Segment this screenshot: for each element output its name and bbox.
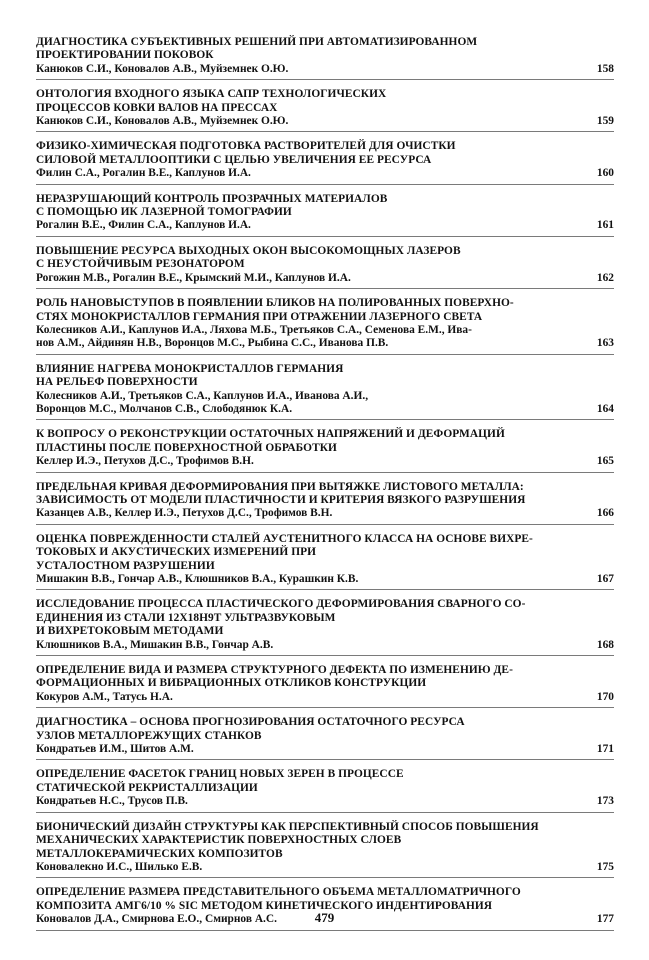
- entry-authors-line: нов А.М., Айдинян Н.В., Воронцов М.С., Рыбина С.С., Иванова П.В.: [36, 337, 389, 350]
- entry-title-line: МЕХАНИЧЕСКИХ ХАРАКТЕРИСТИК ПОВЕРХНОСТНЫХ СЛОЕВ: [36, 834, 402, 847]
- entry-title: [36, 664, 578, 691]
- entry-title-line: ОНТОЛОГИЯ ВХОДНОГО ЯЗЫКА САПР ТЕХНОЛОГИЧЕСКИХ: [36, 88, 387, 101]
- entry-authors-line: Рогалин В.Е., Филин С.А., Каплунов И.А.: [36, 219, 251, 232]
- entry-authors-line: Клюшников В.А., Мишакин В.В., Гончар А.В.: [36, 638, 274, 651]
- entry-authors-line: Колесников А.И., Третьяков С.А., Каплунов И.А., Иванова А.И.,: [36, 389, 369, 402]
- entry-title: [36, 245, 578, 272]
- entry-title-line: ВЛИЯНИЕ НАГРЕВА МОНОКРИСТАЛЛОВ ГЕРМАНИЯ: [36, 362, 344, 375]
- entry-title-line: СТЯХ МОНОКРИСТАЛЛОВ ГЕРМАНИЯ ПРИ ОТРАЖЕНИИ ЛАЗЕРНОГО СВЕТА: [36, 310, 483, 323]
- entry-authors-line: Канюков С.И., Коновалов А.В., Муйземнек О.Ю.: [36, 62, 289, 75]
- entry-authors-line: Казанцев А.В., Келлер И.Э., Петухов Д.С., Трофимов В.Н.: [36, 507, 333, 520]
- entry-title-line: ПРОЦЕССОВ КОВКИ ВАЛОВ НА ПРЕССАХ: [36, 101, 278, 114]
- entry-authors-line: Коновалекно И.С., Шилько Е.В.: [36, 860, 203, 873]
- entry-page-number: 173: [596, 795, 614, 808]
- entry-page-number: 164: [596, 402, 614, 415]
- entry-authors: [36, 63, 578, 76]
- entry-title-line: ОПРЕДЕЛЕНИЕ РАЗМЕРА ПРЕДСТАВИТЕЛЬНОГО ОБЪЕМА МЕТАЛЛОМАТРИЧНОГО: [36, 886, 521, 899]
- entry-page-number: 161: [596, 219, 614, 232]
- entry-page-number: 177: [596, 913, 614, 926]
- entry-authors-line: Келлер И.Э., Петухов Д.С., Трофимов В.Н.: [36, 455, 254, 468]
- entry-title-line: ЗАВИСИМОСТЬ ОТ МОДЕЛИ ПЛАСТИЧНОСТИ И КРИТЕРИЯ ВЯЗКОГО РАЗРУШЕНИЯ: [36, 493, 526, 506]
- entry-page-number: 162: [596, 271, 614, 284]
- entry-authors: [36, 324, 578, 351]
- entry-title-line: ПОВЫШЕНИЕ РЕСУРСА ВЫХОДНЫХ ОКОН ВЫСОКОМОЩНЫХ ЛАЗЕРОВ: [36, 244, 461, 257]
- entry-authors-line: Коновалов Д.А., Смирнова Е.О., Смирнов А.С.: [36, 913, 277, 926]
- table-of-contents: [36, 36, 614, 939]
- entry-title: [36, 193, 578, 220]
- entry-authors: [36, 639, 578, 652]
- entry-title-line: ФОРМАЦИОННЫХ И ВИБРАЦИОННЫХ ОТКЛИКОВ КОНСТРУКЦИИ: [36, 677, 427, 690]
- entry-title-line: С НЕУСТОЙЧИВЫМ РЕЗОНАТОРОМ: [36, 258, 245, 271]
- page-number: 479: [314, 910, 335, 925]
- entry-page-number: 175: [596, 860, 614, 873]
- entry-authors-line: Рогожин М.В., Рогалин В.Е., Крымский М.И., Каплунов И.А.: [36, 271, 351, 284]
- entry-authors-line: Мишакин В.В., Гончар А.В., Клюшников В.А., Курашкин К.В.: [36, 573, 359, 585]
- entry-authors: [36, 795, 578, 808]
- toc-entry: [36, 88, 614, 132]
- entry-title-line: ПРЕДЕЛЬНАЯ КРИВАЯ ДЕФОРМИРОВАНИЯ ПРИ ВЫТЯЖКЕ ЛИСТОВОГО МЕТАЛЛА:: [36, 480, 524, 493]
- entry-title-line: И ВИХРЕТОКОВЫМ МЕТОДАМИ: [36, 625, 224, 638]
- entry-title-line: К ВОПРОСУ О РЕКОНСТРУКЦИИ ОСТАТОЧНЫХ НАПРЯЖЕНИЙ И ДЕФОРМАЦИЙ: [36, 428, 505, 441]
- entry-title-line: БИОНИЧЕСКИЙ ДИЗАЙН СТРУКТУРЫ КАК ПЕРСПЕКТИВНЫЙ СПОСОБ ПОВЫШЕНИЯ: [36, 820, 539, 833]
- entry-authors-line: Кондратьев И.М., Шитов А.М.: [36, 743, 194, 756]
- entry-title-line: КОМПОЗИТА АМГ6/10 % SIC МЕТОДОМ КИНЕТИЧЕСКОГО ИНДЕНТИРОВАНИЯ: [36, 899, 493, 912]
- entry-title: [36, 598, 578, 638]
- entry-authors-line: Кокуров А.М., Татусь Н.А.: [36, 690, 173, 703]
- entry-authors: [36, 219, 578, 232]
- entry-title: [36, 768, 578, 795]
- entry-title-line: СТАТИЧЕСКОЙ РЕКРИСТАЛЛИЗАЦИИ: [36, 781, 258, 794]
- toc-entry: [36, 481, 614, 525]
- toc-entry: [36, 768, 614, 812]
- toc-entry: [36, 821, 614, 879]
- entry-page-number: 165: [596, 455, 614, 468]
- entry-authors: [36, 573, 578, 586]
- entry-authors: [36, 691, 578, 704]
- entry-title-line: УЗЛОВ МЕТАЛЛОРЕЖУЩИХ СТАНКОВ: [36, 729, 262, 742]
- entry-title-line: ОЦЕНКА ПОВРЕЖДЕННОСТИ СТАЛЕЙ АУСТЕНИТНОГО КЛАССА НА ОСНОВЕ ВИХРЕ-: [36, 532, 533, 545]
- entry-page-number: 167: [596, 573, 614, 585]
- entry-authors: [36, 390, 578, 417]
- toc-entry: [36, 297, 614, 355]
- entry-title-line: ЕДИНЕНИЯ ИЗ СТАЛИ 12Х18Н9Т УЛЬТРАЗВУКОВЫМ: [36, 611, 336, 624]
- entry-title-line: ОПРЕДЕЛЕНИЕ ВИДА И РАЗМЕРА СТРУКТУРНОГО ДЕФЕКТА ПО ИЗМЕНЕНИЮ ДЕ-: [36, 664, 513, 677]
- toc-entry: [36, 245, 614, 289]
- entry-title-line: РОЛЬ НАНОВЫСТУПОВ В ПОЯВЛЕНИИ БЛИКОВ НА ПОЛИРОВАННЫХ ПОВЕРХНО-: [36, 297, 514, 310]
- toc-entry: [36, 363, 614, 421]
- entry-authors-line: Колесников А.И., Каплунов И.А., Ляхова М.Б., Третьяков С.А., Семенова Е.М., Ива-: [36, 323, 472, 336]
- entry-title: [36, 481, 578, 508]
- entry-authors: [36, 507, 578, 520]
- entry-title: [36, 88, 578, 115]
- entry-title: [36, 821, 578, 861]
- entry-page-number: 159: [596, 115, 614, 128]
- entry-authors-line: Воронцов М.С., Молчанов С.В., Слободянюк К.А.: [36, 402, 293, 415]
- entry-title-line: НЕРАЗРУШАЮЩИЙ КОНТРОЛЬ ПРОЗРАЧНЫХ МАТЕРИАЛОВ: [36, 192, 388, 205]
- entry-title: [36, 140, 578, 167]
- entry-title: [36, 533, 578, 573]
- entry-authors: [36, 861, 578, 874]
- entry-authors: [36, 455, 578, 468]
- entry-authors-line: Кондратьев Н.С., Трусов П.В.: [36, 795, 188, 808]
- entry-title-line: ФИЗИКО-ХИМИЧЕСКАЯ ПОДГОТОВКА РАСТВОРИТЕЛЕЙ ДЛЯ ОЧИСТКИ: [36, 140, 456, 153]
- toc-entry: [36, 193, 614, 237]
- entry-title-line: ПЛАСТИНЫ ПОСЛЕ ПОВЕРХНОСТНОЙ ОБРАБОТКИ: [36, 441, 337, 454]
- entry-title: [36, 297, 578, 324]
- entry-page-number: 163: [596, 337, 614, 350]
- entry-title-line: НА РЕЛЬЕФ ПОВЕРХНОСТИ: [36, 376, 198, 389]
- entry-authors: [36, 743, 578, 756]
- toc-entry: [36, 664, 614, 708]
- toc-entry: [36, 36, 614, 80]
- entry-title: [36, 363, 578, 390]
- entry-title-line: С ПОМОЩЬЮ ИК ЛАЗЕРНОЙ ТОМОГРАФИИ: [36, 206, 292, 219]
- toc-entry: [36, 598, 614, 656]
- entry-title: [36, 428, 578, 455]
- entry-title: [36, 716, 578, 743]
- entry-page-number: 160: [596, 167, 614, 180]
- entry-title-line: ОПРЕДЕЛЕНИЕ ФАСЕТОК ГРАНИЦ НОВЫХ ЗЕРЕН В ПРОЦЕССЕ: [36, 768, 404, 781]
- entry-page-number: 168: [596, 638, 614, 651]
- entry-authors: [36, 167, 578, 180]
- entry-authors: [36, 115, 578, 128]
- entry-title-line: ТОКОВЫХ И АКУСТИЧЕСКИХ ИЗМЕРЕНИЙ ПРИ: [36, 546, 317, 559]
- toc-entry: [36, 428, 614, 472]
- toc-entry: [36, 533, 614, 591]
- toc-entry: [36, 140, 614, 184]
- entry-authors-line: Канюков С.И., Коновалов А.В., Муйземнек О.Ю.: [36, 115, 289, 128]
- entry-title-line: МЕТАЛЛОКЕРАМИЧЕСКИХ КОМПОЗИТОВ: [36, 847, 283, 860]
- entry-page-number: 166: [596, 507, 614, 520]
- entry-title-line: ИССЛЕДОВАНИЕ ПРОЦЕССА ПЛАСТИЧЕСКОГО ДЕФОРМИРОВАНИЯ СВАРНОГО СО-: [36, 598, 526, 611]
- entry-title-line: ДИАГНОСТИКА – ОСНОВА ПРОГНОЗИРОВАНИЯ ОСТАТОЧНОГО РЕСУРСА: [36, 716, 465, 729]
- entry-authors: [36, 272, 578, 285]
- entry-page-number: 170: [596, 690, 614, 703]
- entry-title-line: ПРОЕКТИРОВАНИИ ПОКОВОК: [36, 49, 214, 62]
- entry-title: [36, 36, 578, 63]
- toc-entry: [36, 716, 614, 760]
- entry-page-number: 171: [596, 743, 614, 756]
- entry-title-line: УСТАЛОСТНОМ РАЗРУШЕНИИ: [36, 559, 215, 572]
- entry-authors-line: Филин С.А., Рогалин В.Е., Каплунов И.А.: [36, 167, 251, 180]
- entry-title-line: ДИАГНОСТИКА СУБЪЕКТИВНЫХ РЕШЕНИЙ ПРИ АВТОМАТИЗИРОВАННОМ: [36, 36, 478, 48]
- entry-title-line: СИЛОВОЙ МЕТАЛЛООПТИКИ С ЦЕЛЬЮ УВЕЛИЧЕНИЯ ЕЕ РЕСУРСА: [36, 153, 432, 166]
- entry-page-number: 158: [596, 62, 614, 75]
